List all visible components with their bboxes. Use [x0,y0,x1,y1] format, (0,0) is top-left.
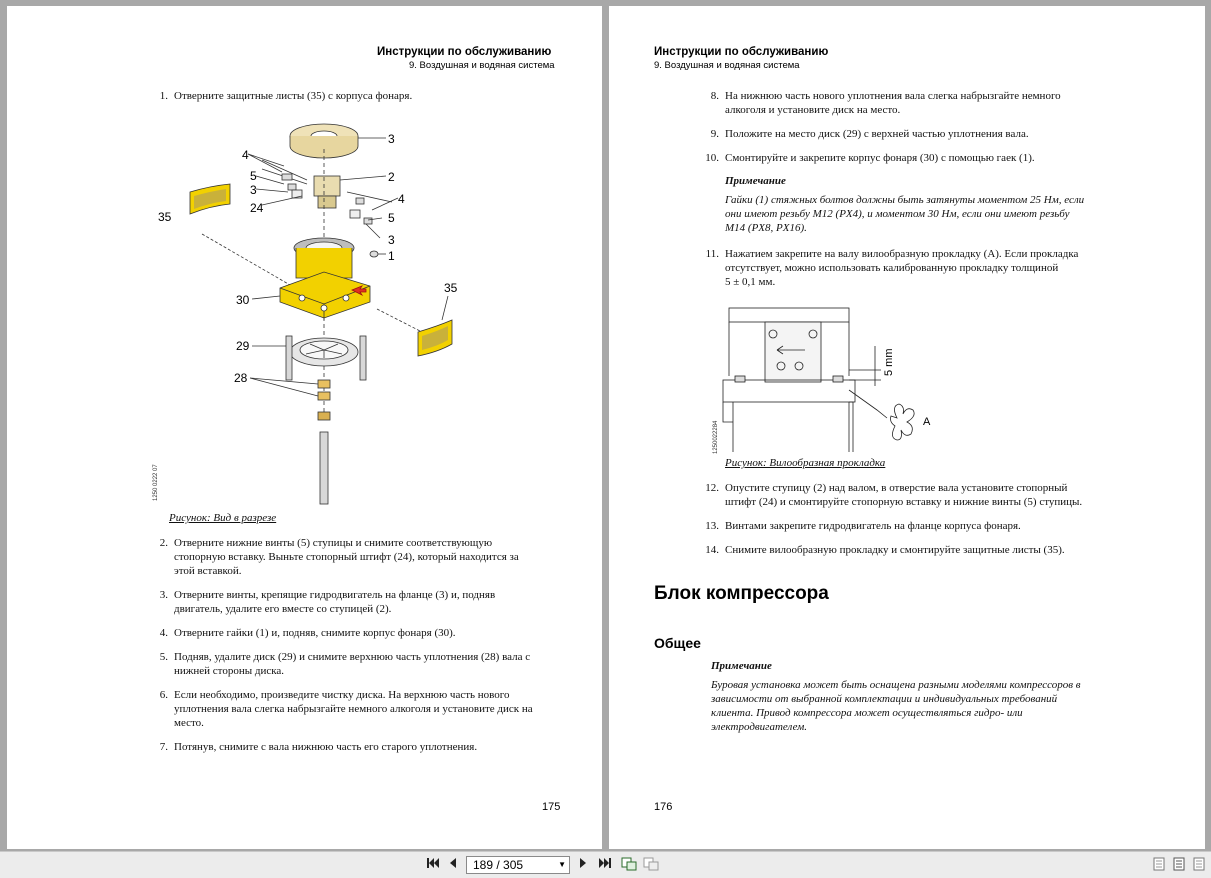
note-line: Гайки (1) стяжных болтов должны быть затянуты моментом 25 Нм, если [725,194,1085,206]
page-number: 176 [654,801,673,813]
step-text: Подняв, удалите диск (29) и снимите верхнюю часть уплотнения (28) вала с [174,651,531,663]
step-number: 10. [705,152,719,164]
step-number: 7. [159,741,168,753]
exploded-view-figure [142,114,472,514]
first-page-button[interactable] [424,857,442,873]
prev-page-icon [448,857,458,869]
header-title: Инструкции по обслуживанию [377,46,552,58]
page-number-value: 189 / 305 [473,858,524,872]
header-subtitle: 9. Воздушная и водяная система [409,60,555,71]
last-page-button[interactable] [596,857,614,873]
label-1: 1 [388,249,395,263]
section-heading: Блок компрессора [654,583,829,604]
next-page-icon [578,857,588,869]
label-a: A [923,416,931,428]
document-page-right [609,6,1205,849]
step-number: 1. [159,90,168,102]
viewer-toolbar [0,851,1211,878]
label-4-right: 4 [398,192,405,206]
step-item [148,650,568,678]
step-item [699,89,1179,117]
prev-page-button[interactable] [446,857,460,873]
step-text: Отверните гайки (1) и, подняв, снимите корпус фонаря (30). [174,627,456,639]
step-text: Нажатием закрепите на валу вилообразную прокладку (А). Если прокладка [725,248,1079,260]
step-text: штифт (24) и смонтируйте стопорную вставку и нижние винты (5) ступицы. [725,496,1083,508]
step-text: Положите на место диск (29) с верхней частью уплотнения вала. [725,128,1029,140]
step-item [699,127,1179,141]
step-text: Отверните защитные листы (35) с корпуса фонаря. [174,90,413,102]
first-page-icon [426,857,440,869]
note-title: Примечание [711,660,772,672]
step-item [148,89,568,103]
label-4-left: 4 [242,148,249,162]
figure-caption: Рисунок: Вилообразная прокладка [725,457,886,469]
two-page-icon [1173,857,1185,871]
single-page-view-button[interactable] [1152,857,1166,873]
view-forward-icon [643,857,659,871]
step-text: Винтами закрепите гидродвигатель на фланце корпуса фонаря. [725,520,1021,532]
header-title: Инструкции по обслуживанию [654,46,829,58]
step-text: этой вставкой. [174,565,242,577]
step-number: 4. [159,627,168,639]
step-item [148,626,568,640]
step-item [699,481,1179,509]
single-page-icon [1153,857,1165,871]
step-item [699,247,1179,289]
step-item [148,536,568,578]
figure-caption: Рисунок: Вид в разрезе [169,512,277,524]
label-35-left: 35 [158,210,172,224]
view-back-icon [621,857,637,871]
view-back-button[interactable] [620,857,638,873]
step-text: Потянув, снимите с вала нижнюю часть его старого уплотнения. [174,741,478,753]
label-3-top: 3 [388,132,395,146]
document-page-left [7,6,602,849]
step-number: 11. [705,248,719,260]
note-line: электродвигателем. [711,721,807,733]
step-number: 12. [705,482,719,494]
page-number-input[interactable] [466,856,570,874]
label-35-right: 35 [444,281,458,295]
label-30: 30 [236,293,250,307]
step-text: уплотнения вала слегка набрызгайте немного алкоголя и установите диск на [174,703,533,715]
step-number: 13. [705,520,719,532]
step-number: 5. [159,651,168,663]
page-number: 175 [542,801,561,813]
step-text: стопорную вставку. Выньте стопорный штифт (24), который находится за [174,551,519,563]
step-item [699,151,1179,165]
note-line: клиента. Привод компрессора может осуществляться гидро- или [711,707,1023,719]
subsection-heading: Общее [654,635,701,651]
step-text: нижней стороны диска. [174,665,285,677]
step-number: 9. [710,128,719,140]
step-number: 3. [159,589,168,601]
view-forward-button[interactable] [642,857,660,873]
step-item [148,740,568,754]
step-number: 2. [159,537,168,549]
next-page-button[interactable] [576,857,590,873]
continuous-view-button[interactable] [1192,857,1206,873]
step-text: На нижнюю часть нового уплотнения вала слегка набрызгайте немного [725,90,1061,102]
step-number: 6. [159,689,168,701]
last-page-icon [598,857,612,869]
label-3-left: 3 [250,183,257,197]
step-number: 8. [710,90,719,102]
step-text: алкоголя и установите диск на место. [725,104,901,116]
continuous-page-icon [1193,857,1205,871]
chevron-down-icon: ▼ [558,860,566,869]
step-text: отсутствует, можно использовать калиброванную прокладку толщиной [725,262,1059,274]
step-item [699,543,1179,557]
step-text: Отверните нижние винты (5) ступицы и снимите соответствующую [174,537,493,549]
figure-id: 1250 0222 07 [153,464,159,501]
label-5-left: 5 [250,169,257,183]
note-line: они имеют резьбу M12 (PX4), и моментом 30 Нм, если они имеют резьбу [725,208,1070,220]
note-line: зависимости от выбранной комплектации и индивидуальных требований [711,693,1058,705]
label-2: 2 [388,170,395,184]
step-number: 14. [705,544,719,556]
step-text: Отверните винты, крепящие гидродвигатель на фланце (3) и, подняв [174,589,496,601]
step-item [699,519,1179,533]
label-28: 28 [234,371,248,385]
two-page-view-button[interactable] [1172,857,1186,873]
step-item [148,588,568,616]
label-29: 29 [236,339,250,353]
step-text: Снимите вилообразную прокладку и смонтируйте защитные листы (35). [725,544,1065,556]
step-item [148,688,568,730]
forked-shim-figure [721,306,961,456]
dimension-label: 5 mm [883,348,895,376]
step-text: 5 ± 0,1 мм. [725,276,776,288]
label-3-right: 3 [388,233,395,247]
step-text: место. [174,717,204,729]
step-text: Если необходимо, произведите чистку диска. На верхнюю часть нового [174,689,510,701]
figure-id: 1250022284 [713,420,719,454]
note-title: Примечание [725,175,786,187]
step-text: Смонтируйте и закрепите корпус фонаря (30) с помощью гаек (1). [725,152,1035,164]
step-text: двигатель, удалите его вместе со ступицей (2). [174,603,392,615]
step-text: Опустите ступицу (2) над валом, в отверстие вала установите стопорный [725,482,1068,494]
note-line: M14 (PX8, PX16). [725,222,807,234]
header-subtitle: 9. Воздушная и водяная система [654,60,800,71]
note-line: Буровая установка может быть оснащена разными моделями компрессоров в [711,679,1081,691]
label-24: 24 [250,201,264,215]
label-5-right: 5 [388,211,395,225]
